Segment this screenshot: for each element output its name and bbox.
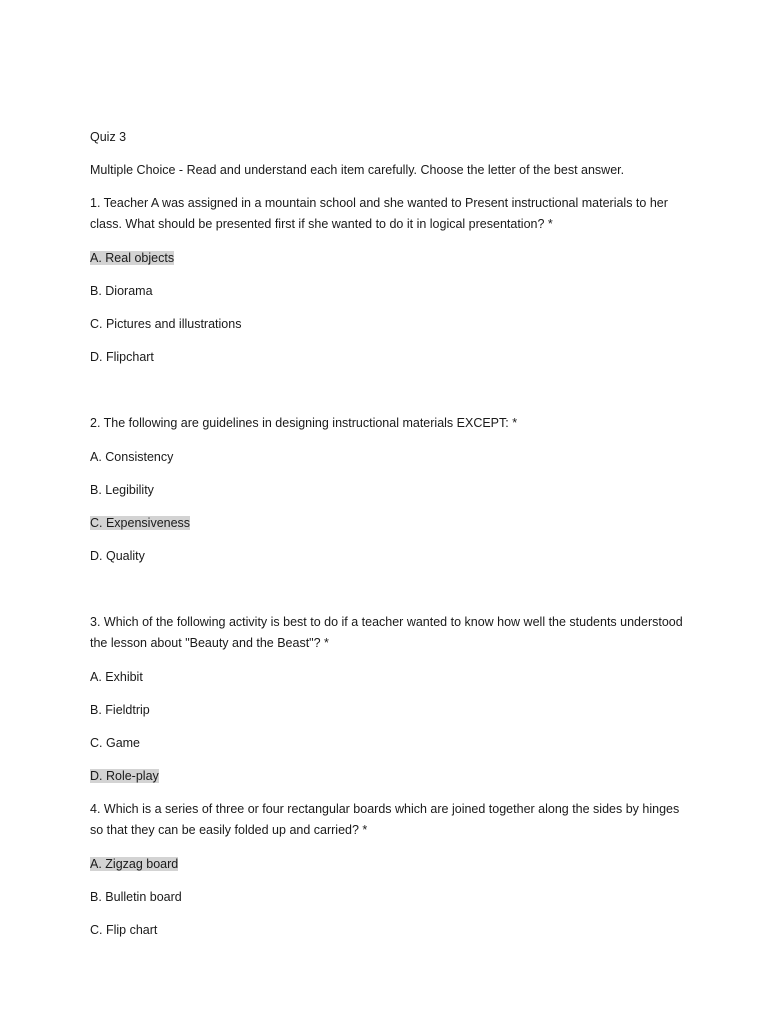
quiz-title: Quiz 3 bbox=[90, 130, 127, 144]
question-3-option-d: D. Role-play bbox=[90, 769, 159, 783]
question-2-option-a: A. Consistency bbox=[90, 450, 174, 464]
question-4-option-c: C. Flip chart bbox=[90, 923, 158, 937]
question-3-option-b: B. Fieldtrip bbox=[90, 703, 150, 717]
question-2-text: 2. The following are guidelines in designing instructional materials EXCEPT: * bbox=[90, 416, 518, 430]
quiz-document bbox=[90, 127, 690, 940]
question-2-option-b: B. Legibility bbox=[90, 483, 154, 497]
question-1-option-a: A. Real objects bbox=[90, 251, 175, 265]
question-1-option-d: D. Flipchart bbox=[90, 350, 154, 364]
question-4 bbox=[90, 799, 690, 940]
question-1-option-b: B. Diorama bbox=[90, 284, 153, 298]
question-4-option-a: A. Zigzag board bbox=[90, 857, 179, 871]
question-4-option-b: B. Bulletin board bbox=[90, 890, 182, 904]
question-1 bbox=[90, 193, 690, 367]
question-1-text: 1. Teacher A was assigned in a mountain school and she wanted to Present instructional materials to her class. What should be presented first if she wanted to do it in logical presentation? * bbox=[90, 196, 668, 231]
quiz-instructions: Multiple Choice - Read and understand each item carefully. Choose the letter of the best answer. bbox=[90, 163, 625, 177]
question-2-option-d: D. Quality bbox=[90, 549, 145, 563]
question-3-text: 3. Which of the following activity is best to do if a teacher wanted to know how well the students understood the lesson about "Beauty and the Beast"? * bbox=[90, 615, 683, 650]
question-2-option-c: C. Expensiveness bbox=[90, 516, 191, 530]
question-3-option-c: C. Game bbox=[90, 736, 141, 750]
question-2 bbox=[90, 413, 690, 566]
question-3-option-a: A. Exhibit bbox=[90, 670, 143, 684]
question-1-option-c: C. Pictures and illustrations bbox=[90, 317, 242, 331]
question-4-text: 4. Which is a series of three or four rectangular boards which are joined together along the sides by hinges so that they can be easily folded up and carried? * bbox=[90, 802, 680, 837]
question-3 bbox=[90, 612, 690, 786]
